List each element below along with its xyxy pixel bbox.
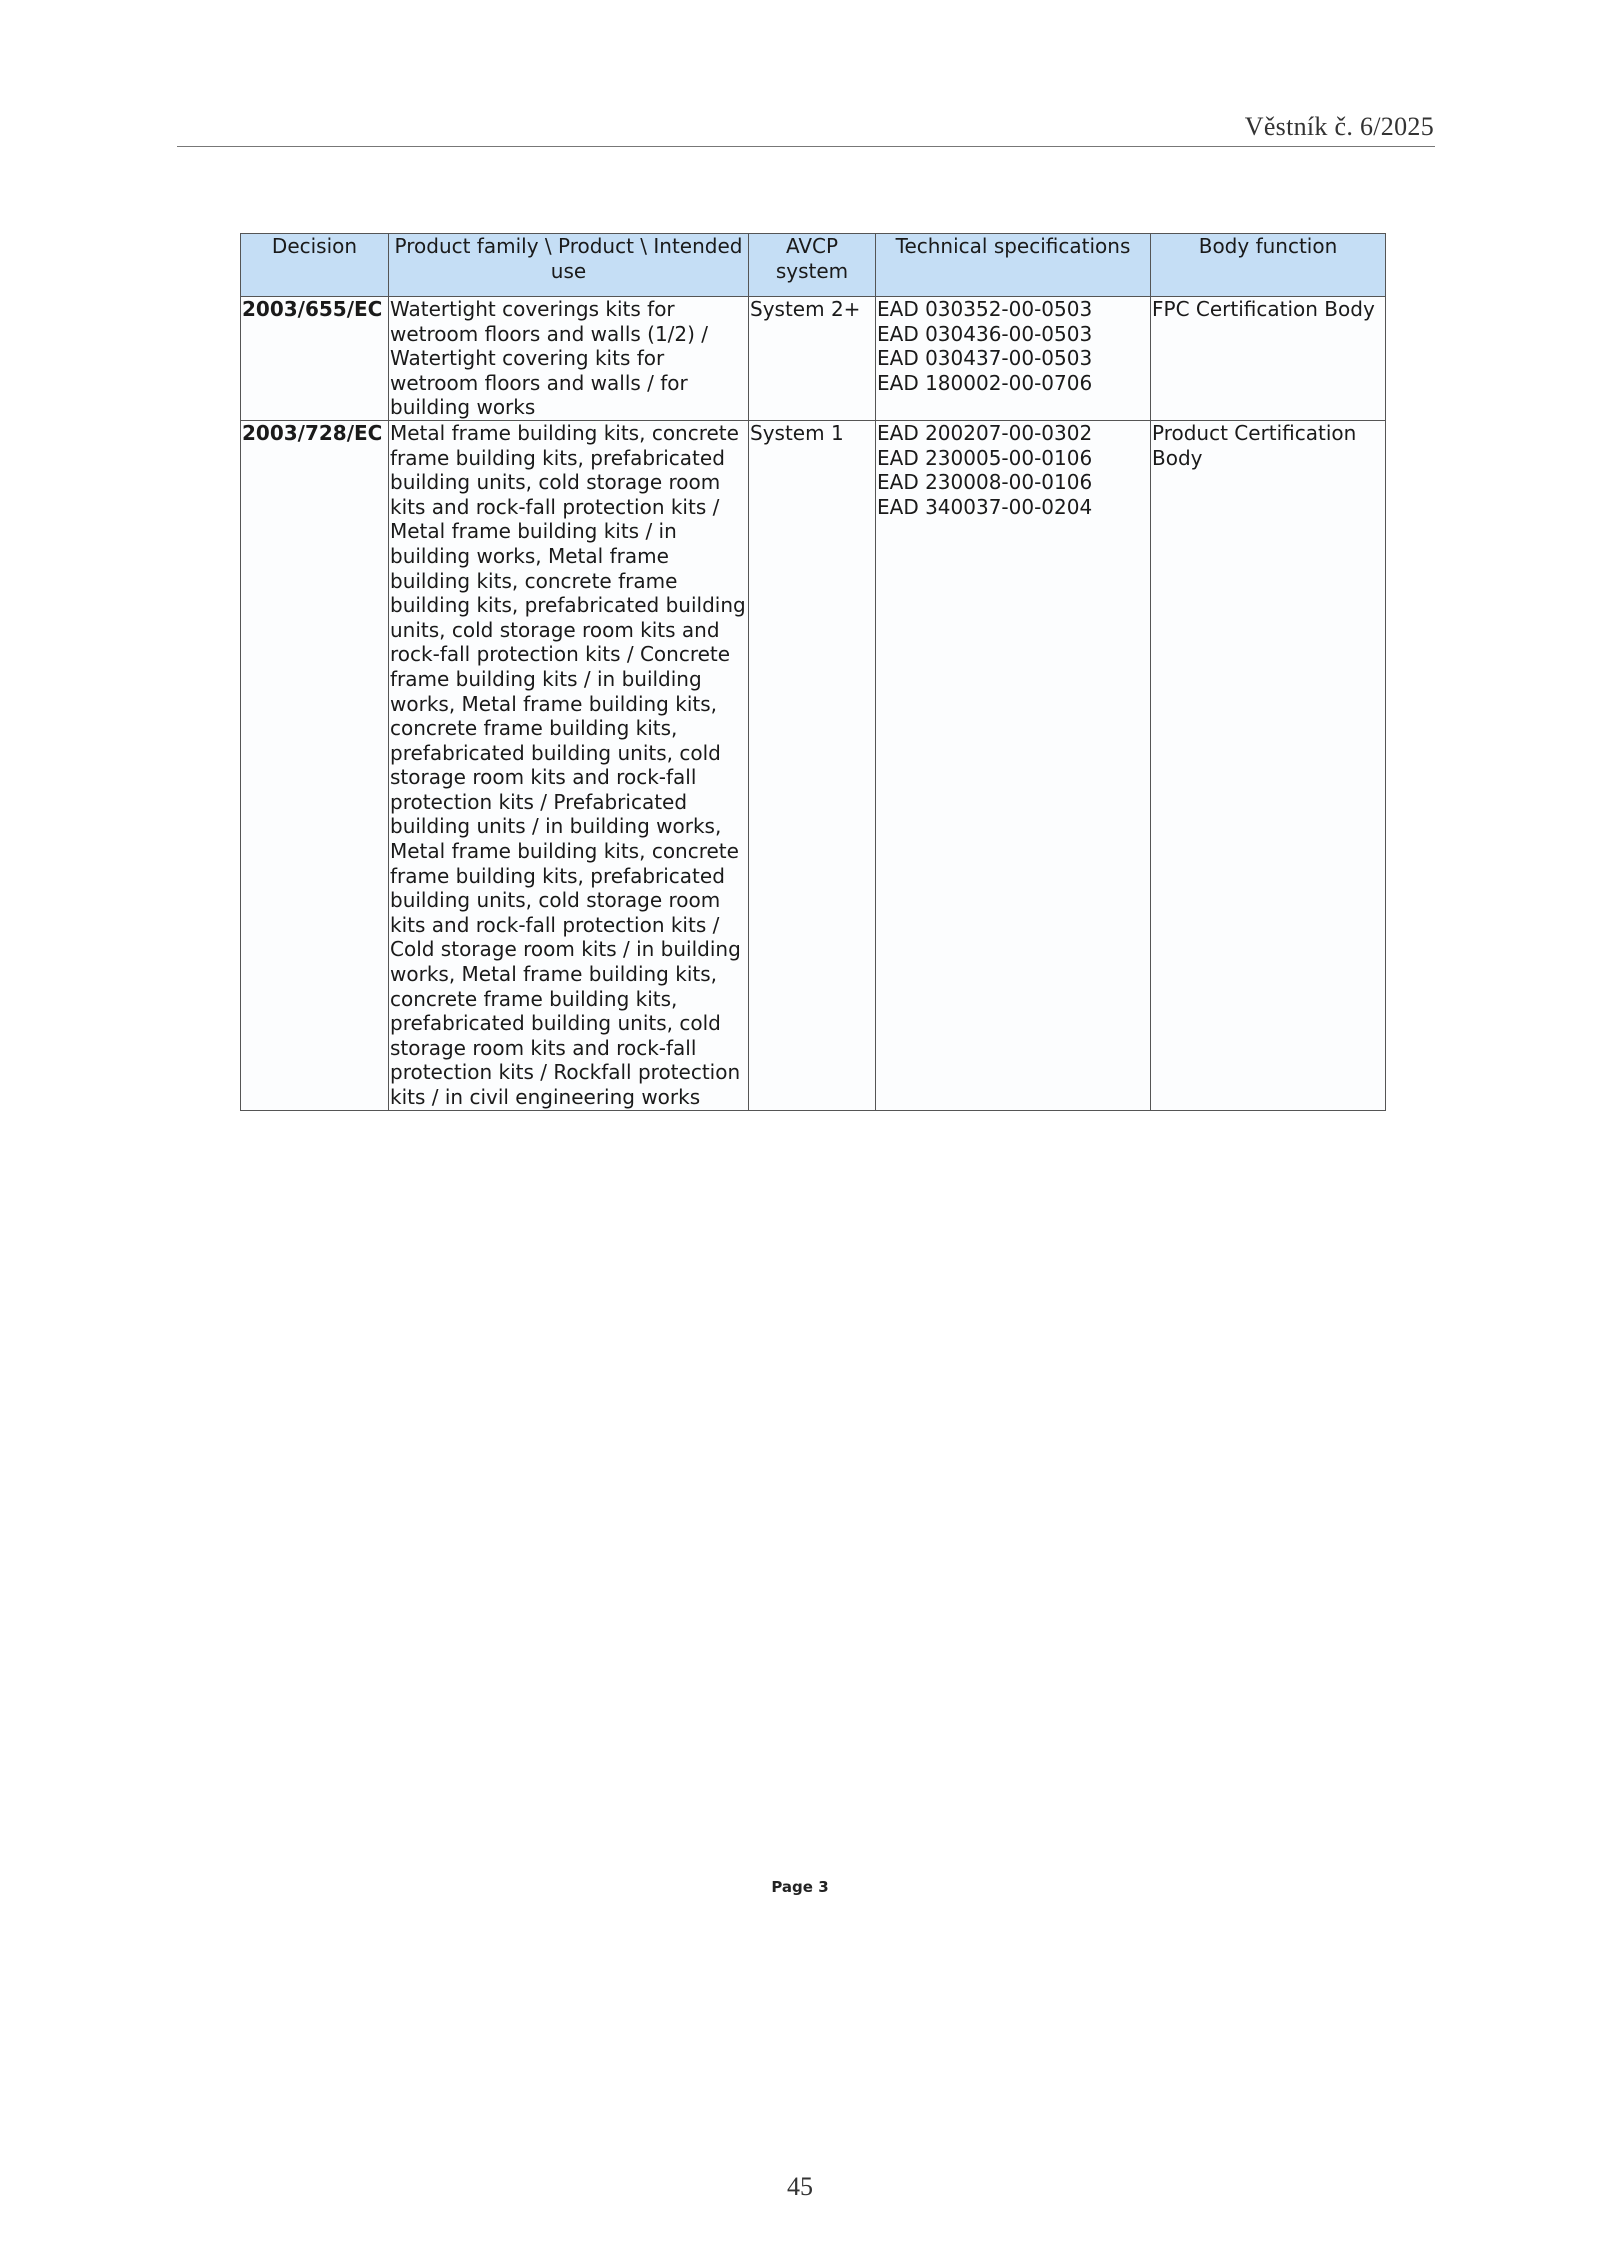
specification-line: EAD 030436-00-0503 <box>877 321 1093 346</box>
decision-table <box>240 233 1386 1111</box>
column-header-decision: Decision <box>241 234 389 297</box>
body-function-cell: Product Certification Body <box>1151 420 1386 1110</box>
column-header-avcp: AVCP system <box>749 234 876 297</box>
specification-line: EAD 340037-00-0204 <box>877 494 1093 519</box>
product-cell: Metal frame building kits, concrete frame building kits, prefabricated building units, cold storage room kits and rock-fall protection kits / Metal frame building kits / in building works, Metal frame building kits, concrete frame building kits, prefabricated building units, cold storage room kits and rock-fall protection kits / Concrete frame building kits / in building works, Metal frame building kits, concrete frame building kits, prefabricated building units, cold storage room kits and rock-fall protection kits / Prefabricated building units / in building works, Metal frame building kits, concrete frame building kits, prefabricated building units, cold storage room kits and rock-fall protection kits / Cold storage room kits / in building works, Metal frame building kits, concrete frame building kits, prefabricated building units, cold storage room kits and rock-fall protection kits / Rockfall protection kits / in civil engineering works <box>389 420 749 1110</box>
decision-cell: 2003/728/EC <box>241 420 389 1110</box>
avcp-cell: System 2+ <box>749 297 876 421</box>
specification-line: EAD 230008-00-0106 <box>877 470 1093 495</box>
specification-line: EAD 030437-00-0503 <box>877 346 1093 371</box>
specification-line: EAD 230005-00-0106 <box>877 445 1093 470</box>
table-header-row <box>241 234 1386 297</box>
column-header-specifications: Technical specifications <box>876 234 1151 297</box>
column-header-product: Product family \ Product \ Intended use <box>389 234 749 297</box>
specification-line: EAD 200207-00-0302 <box>877 420 1093 445</box>
page-label: Page 3 <box>771 1878 829 1896</box>
product-cell: Watertight coverings kits for wetroom floors and walls (1/2) / Watertight covering kits for wetroom floors and walls / for building works <box>389 297 749 421</box>
body-function-cell: FPC Certification Body <box>1151 297 1386 421</box>
specification-line: EAD 180002-00-0706 <box>877 370 1093 395</box>
bulletin-title: Věstník č. 6/2025 <box>1244 112 1434 141</box>
specifications-cell <box>876 420 1151 1110</box>
page-number: 45 <box>787 2172 813 2201</box>
header-divider <box>177 146 1435 147</box>
specification-line: EAD 030352-00-0503 <box>877 297 1093 321</box>
decision-cell: 2003/655/EC <box>241 297 389 421</box>
table-row <box>241 297 1386 421</box>
table-row <box>241 420 1386 1110</box>
avcp-cell: System 1 <box>749 420 876 1110</box>
column-header-body-function: Body function <box>1151 234 1386 297</box>
specifications-cell <box>876 297 1151 421</box>
